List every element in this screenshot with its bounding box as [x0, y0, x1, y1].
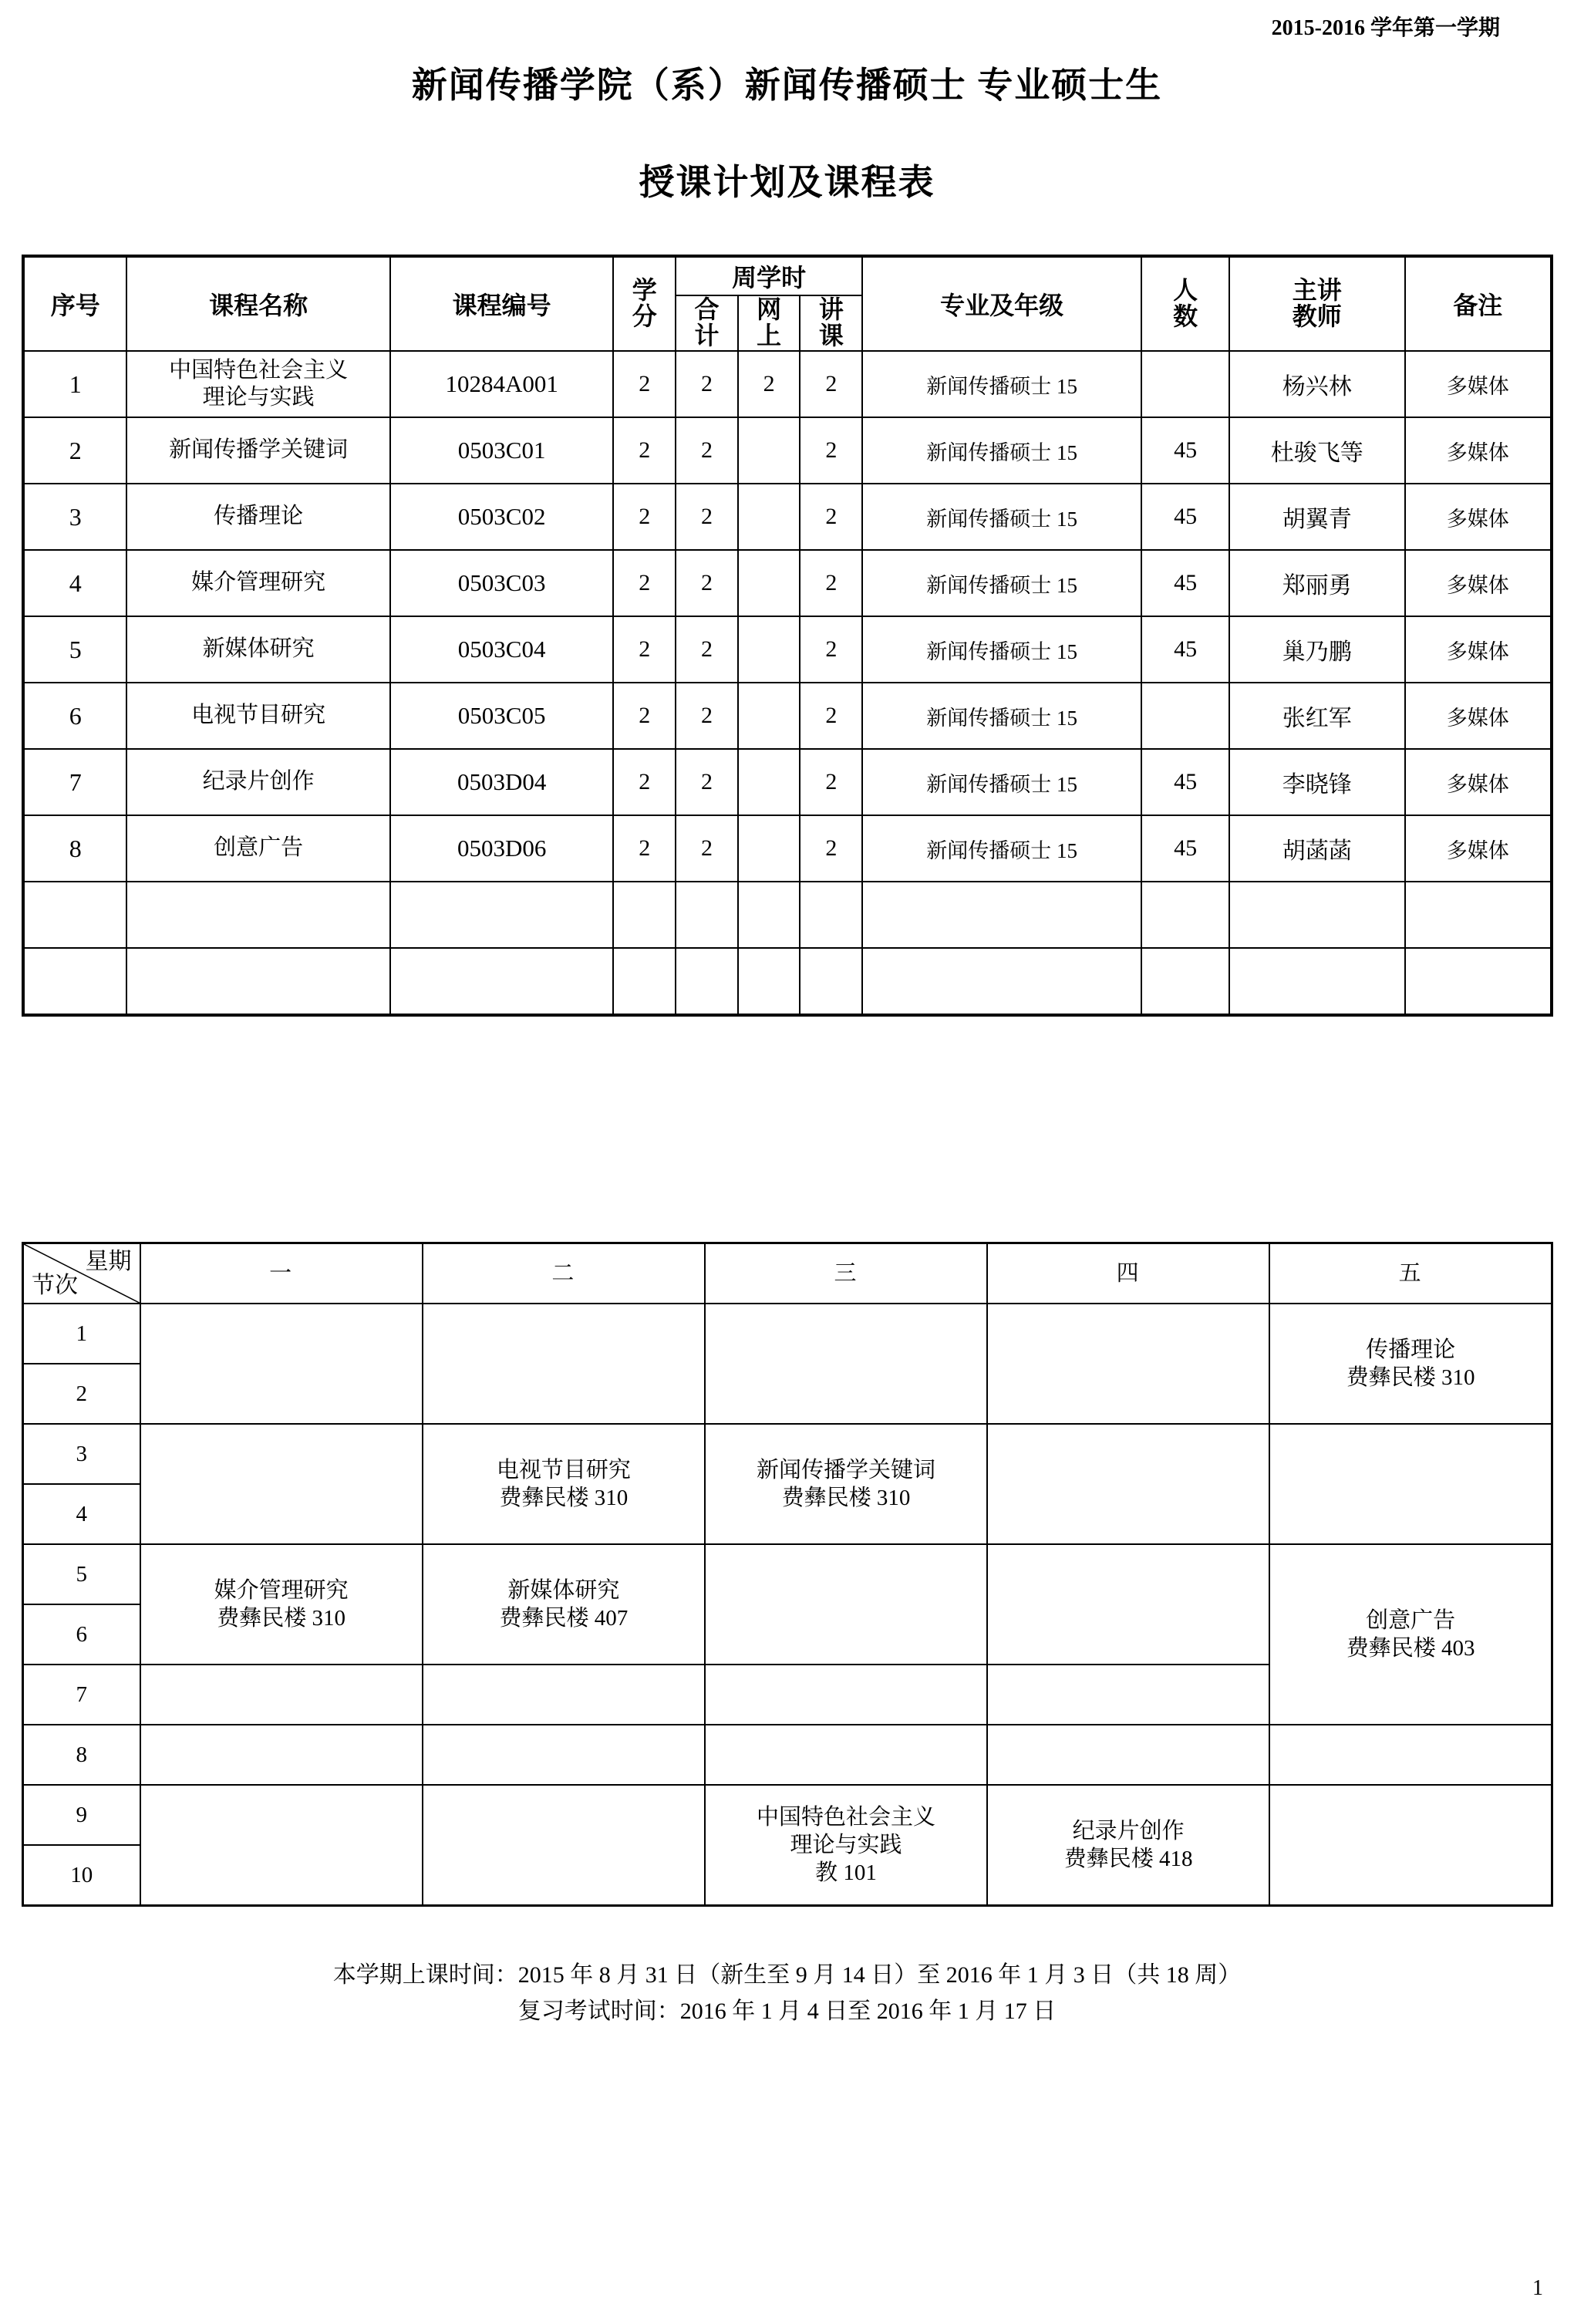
- schedule-cell-mon-9-10: [140, 1785, 423, 1906]
- cell-course-code: 0503D06: [390, 815, 614, 882]
- cell-online: [738, 550, 800, 616]
- cell-empty: [676, 948, 738, 1015]
- entry-room: 费彝民楼 310: [1346, 1365, 1475, 1390]
- schedule-cell-tue-9-10: [423, 1785, 705, 1906]
- table-row: [23, 815, 1552, 882]
- entry-room: 费彝民楼 310: [499, 1486, 629, 1510]
- cell-count: 45: [1141, 417, 1229, 484]
- cell-credit: 2: [613, 616, 676, 683]
- cell-count: 45: [1141, 815, 1229, 882]
- table-row: [23, 683, 1552, 749]
- course-table-header-row: [23, 256, 1552, 295]
- schedule-cell-fri-1-2: [1269, 1304, 1552, 1424]
- cell-count: 45: [1141, 550, 1229, 616]
- entry-room: 费彝民楼 310: [217, 1606, 346, 1631]
- cell-lecture: 2: [800, 815, 862, 882]
- th-weekly-hours: 周学时: [676, 256, 862, 295]
- table-row: [23, 616, 1552, 683]
- cell-major: 新闻传播硕士 15: [862, 550, 1141, 616]
- cell-teacher: 巢乃鹏: [1229, 616, 1405, 683]
- th-lecture-char2: 课: [818, 322, 844, 349]
- cell-remark: 多媒体: [1405, 815, 1552, 882]
- schedule-row-3: [23, 1424, 1552, 1484]
- schedule-cell-tue-1-2: [423, 1304, 705, 1424]
- cell-course-name: 创意广告: [126, 815, 389, 882]
- page-title-line1: 新闻传播学院（系）新闻传播硕士 专业硕士生: [411, 66, 1163, 105]
- cell-empty: [23, 948, 126, 1015]
- course-table: [22, 255, 1553, 1017]
- page-number: 1: [1532, 2276, 1543, 2300]
- cell-major: 新闻传播硕士 15: [862, 683, 1141, 749]
- entry-title: 电视节目研究: [496, 1457, 631, 1482]
- cell-credit: 2: [613, 683, 676, 749]
- cell-lecture: 2: [800, 616, 862, 683]
- cell-empty: [1229, 948, 1405, 1015]
- cell-total: 2: [676, 815, 738, 882]
- cell-remark: 多媒体: [1405, 351, 1552, 417]
- cell-total: 2: [676, 749, 738, 815]
- cell-online: [738, 683, 800, 749]
- entry-title: 纪录片创作: [1072, 1818, 1185, 1843]
- schedule-header-row: [23, 1243, 1552, 1304]
- schedule-cell-thu-1-2: [987, 1304, 1269, 1424]
- th-course-code: 课程编号: [390, 256, 614, 351]
- schedule-cell-thu-9-10: [987, 1785, 1269, 1906]
- th-teacher: [1229, 256, 1405, 351]
- cell-course-name: 新媒体研究: [126, 616, 389, 683]
- schedule-cell-wed-8: [705, 1725, 987, 1785]
- cell-empty: [1405, 882, 1552, 948]
- period-label-8: 8: [23, 1725, 140, 1785]
- th-index: 序号: [23, 256, 126, 351]
- cell-empty: [862, 882, 1141, 948]
- cell-empty: [1405, 948, 1552, 1015]
- table-row: [23, 749, 1552, 815]
- cell-online: [738, 484, 800, 550]
- schedule-day-mon: 一: [140, 1243, 423, 1304]
- table-row: [23, 484, 1552, 550]
- schedule-cell-wed-7: [705, 1665, 987, 1725]
- cell-teacher: 胡菡菡: [1229, 815, 1405, 882]
- th-online-char2: 上: [757, 322, 782, 349]
- cell-total: 2: [676, 484, 738, 550]
- cell-total: 2: [676, 351, 738, 417]
- cell-online: [738, 417, 800, 484]
- th-headcount-char2: 数: [1173, 302, 1198, 330]
- cell-teacher: 杨兴林: [1229, 351, 1405, 417]
- cell-remark: 多媒体: [1405, 417, 1552, 484]
- period-label-6: 6: [23, 1604, 140, 1665]
- cell-credit: 2: [613, 351, 676, 417]
- cell-lecture: 2: [800, 484, 862, 550]
- term-label: 2015-2016 学年第一学期: [1271, 16, 1500, 40]
- cell-empty: [390, 882, 614, 948]
- cell-index: 1: [23, 351, 126, 417]
- schedule-cell-thu-5-6: [987, 1544, 1269, 1665]
- entry-room: 费彝民楼 407: [499, 1606, 629, 1631]
- entry-title: 新媒体研究: [507, 1577, 620, 1603]
- schedule-cell-mon-1-2: [140, 1304, 423, 1424]
- th-headcount: [1141, 256, 1229, 351]
- entry-title-line2: 理论与实践: [790, 1832, 902, 1857]
- table-row: [23, 351, 1552, 417]
- footer-term-dates: 本学期上课时间：2015 年 8 月 31 日（新生至 9 月 14 日）至 2016 年 1 月 3 日（共 18 周）: [332, 1962, 1242, 1988]
- cell-index: 7: [23, 749, 126, 815]
- course-name-line2: 理论与实践: [202, 385, 315, 410]
- period-label-2: 2: [23, 1364, 140, 1424]
- page-title-line2: 授课计划及课程表: [639, 163, 935, 202]
- cell-total: 2: [676, 683, 738, 749]
- schedule-cell-fri-9-10: [1269, 1785, 1552, 1906]
- footer-notes: [0, 1958, 1574, 2029]
- cell-lecture: 2: [800, 351, 862, 417]
- cell-course-name: 传播理论: [126, 484, 389, 550]
- th-headcount-char1: 人: [1173, 276, 1198, 305]
- table-row-empty: [23, 948, 1552, 1015]
- schedule-cell-tue-7: [423, 1665, 705, 1725]
- entry-room: 费彝民楼 403: [1346, 1636, 1475, 1661]
- cell-online: [738, 815, 800, 882]
- table-row: [23, 550, 1552, 616]
- period-label-4: 4: [23, 1484, 140, 1544]
- th-major-grade: 专业及年级: [862, 256, 1141, 351]
- cell-teacher: 张红军: [1229, 683, 1405, 749]
- cell-course-name: 新闻传播学关键词: [126, 417, 389, 484]
- entry-room: 教 101: [815, 1860, 877, 1886]
- entry-title: 传播理论: [1366, 1337, 1456, 1362]
- cell-course-code: 0503C01: [390, 417, 614, 484]
- cell-credit: 2: [613, 484, 676, 550]
- cell-course-name: 电视节目研究: [126, 683, 389, 749]
- entry-title-line1: 中国特色社会主义: [756, 1804, 935, 1830]
- cell-empty: [676, 882, 738, 948]
- schedule-cell-fri-5-7: [1269, 1544, 1552, 1725]
- cell-count: [1141, 683, 1229, 749]
- cell-empty: [23, 882, 126, 948]
- schedule-cell-wed-5-6: [705, 1544, 987, 1665]
- th-lecture-char1: 讲: [818, 295, 844, 324]
- cell-lecture: 2: [800, 417, 862, 484]
- cell-index: 8: [23, 815, 126, 882]
- cell-empty: [613, 948, 676, 1015]
- cell-remark: 多媒体: [1405, 749, 1552, 815]
- cell-lecture: 2: [800, 683, 862, 749]
- entry-room: 费彝民楼 418: [1063, 1847, 1193, 1871]
- th-online: [738, 295, 800, 351]
- period-label-1: 1: [23, 1304, 140, 1364]
- period-label-10: 10: [23, 1845, 140, 1906]
- th-teacher-line1: 主讲: [1292, 276, 1342, 305]
- cell-major: 新闻传播硕士 15: [862, 749, 1141, 815]
- cell-index: 5: [23, 616, 126, 683]
- cell-index: 3: [23, 484, 126, 550]
- cell-empty: [800, 948, 862, 1015]
- cell-total: 2: [676, 550, 738, 616]
- cell-remark: 多媒体: [1405, 550, 1552, 616]
- schedule-day-wed: 三: [705, 1243, 987, 1304]
- cell-course-code: 0503C03: [390, 550, 614, 616]
- cell-total: 2: [676, 417, 738, 484]
- cell-empty: [613, 882, 676, 948]
- period-label-3: 3: [23, 1424, 140, 1484]
- schedule-cell-thu-7: [987, 1665, 1269, 1725]
- schedule-cell-tue-8: [423, 1725, 705, 1785]
- cell-empty: [738, 948, 800, 1015]
- cell-teacher: 杜骏飞等: [1229, 417, 1405, 484]
- cell-count: [1141, 351, 1229, 417]
- th-credit-char1: 学: [632, 276, 657, 305]
- th-total-char2: 计: [694, 322, 720, 349]
- cell-lecture: 2: [800, 550, 862, 616]
- schedule-cell-thu-8: [987, 1725, 1269, 1785]
- period-label-9: 9: [23, 1785, 140, 1845]
- cell-major: 新闻传播硕士 15: [862, 417, 1141, 484]
- schedule-row-5: [23, 1544, 1552, 1604]
- weekly-schedule-container: [22, 1242, 1553, 1907]
- schedule-cell-tue-3-4: [423, 1424, 705, 1544]
- th-lecture: [800, 295, 862, 351]
- weekly-schedule-table: [22, 1242, 1553, 1907]
- cell-major: 新闻传播硕士 15: [862, 616, 1141, 683]
- th-total-char1: 合: [694, 295, 720, 324]
- cell-online: [738, 749, 800, 815]
- th-online-char1: 网: [757, 295, 782, 324]
- schedule-cell-tue-5-6: [423, 1544, 705, 1665]
- schedule-day-fri: 五: [1269, 1243, 1552, 1304]
- course-name-line1: 中国特色社会主义: [169, 357, 349, 383]
- cell-teacher: 李晓锋: [1229, 749, 1405, 815]
- cell-empty: [1229, 882, 1405, 948]
- cell-course-code: 10284A001: [390, 351, 614, 417]
- cell-empty: [126, 948, 389, 1015]
- cell-empty: [1141, 948, 1229, 1015]
- schedule-cell-wed-9-10: [705, 1785, 987, 1906]
- cell-empty: [862, 948, 1141, 1015]
- table-row: [23, 417, 1552, 484]
- cell-empty: [1141, 882, 1229, 948]
- schedule-day-tue: 二: [423, 1243, 705, 1304]
- th-credit-char2: 分: [632, 302, 657, 330]
- cell-course-name: [126, 351, 389, 417]
- cell-teacher: 胡翼青: [1229, 484, 1405, 550]
- cell-total: 2: [676, 616, 738, 683]
- course-table-body: [23, 351, 1552, 1015]
- cell-remark: 多媒体: [1405, 484, 1552, 550]
- cell-course-name: 媒介管理研究: [126, 550, 389, 616]
- entry-room: 费彝民楼 310: [781, 1486, 911, 1510]
- cell-index: 6: [23, 683, 126, 749]
- cell-index: 4: [23, 550, 126, 616]
- cell-remark: 多媒体: [1405, 616, 1552, 683]
- schedule-cell-wed-3-4: [705, 1424, 987, 1544]
- cell-lecture: 2: [800, 749, 862, 815]
- cell-empty: [390, 948, 614, 1015]
- cell-major: 新闻传播硕士 15: [862, 484, 1141, 550]
- cell-major: 新闻传播硕士 15: [862, 815, 1141, 882]
- cell-teacher: 郑丽勇: [1229, 550, 1405, 616]
- schedule-cell-mon-3-4: [140, 1424, 423, 1544]
- cell-course-name: 纪录片创作: [126, 749, 389, 815]
- cell-course-code: 0503C04: [390, 616, 614, 683]
- period-label-7: 7: [23, 1665, 140, 1725]
- schedule-cell-fri-3-4: [1269, 1424, 1552, 1544]
- table-row-empty: [23, 882, 1552, 948]
- th-remark: 备注: [1405, 256, 1552, 351]
- th-total: [676, 295, 738, 351]
- schedule-cell-mon-5-6: [140, 1544, 423, 1665]
- cell-count: 45: [1141, 484, 1229, 550]
- schedule-corner-cell: [23, 1243, 140, 1304]
- cell-empty: [738, 882, 800, 948]
- cell-online: 2: [738, 351, 800, 417]
- period-label-5: 5: [23, 1544, 140, 1604]
- th-credit: [613, 256, 676, 351]
- cell-credit: 2: [613, 749, 676, 815]
- cell-online: [738, 616, 800, 683]
- cell-remark: 多媒体: [1405, 683, 1552, 749]
- schedule-cell-mon-8: [140, 1725, 423, 1785]
- cell-credit: 2: [613, 550, 676, 616]
- cell-count: 45: [1141, 616, 1229, 683]
- corner-week-label: 星期: [85, 1249, 132, 1274]
- cell-index: 2: [23, 417, 126, 484]
- corner-period-label: 节次: [32, 1272, 78, 1298]
- cell-credit: 2: [613, 815, 676, 882]
- footer-exam-dates: 复习考试时间：2016 年 1 月 4 日至 2016 年 1 月 17 日: [517, 1998, 1057, 2024]
- th-teacher-line2: 教师: [1292, 302, 1342, 330]
- schedule-cell-fri-8: [1269, 1725, 1552, 1785]
- schedule-day-thu: 四: [987, 1243, 1269, 1304]
- schedule-cell-mon-7: [140, 1665, 423, 1725]
- schedule-row-9: [23, 1785, 1552, 1845]
- entry-title: 媒介管理研究: [214, 1577, 349, 1603]
- cell-empty: [800, 882, 862, 948]
- schedule-cell-wed-1-2: [705, 1304, 987, 1424]
- schedule-cell-thu-3-4: [987, 1424, 1269, 1544]
- cell-major: 新闻传播硕士 15: [862, 351, 1141, 417]
- course-table-container: [22, 255, 1553, 1017]
- cell-empty: [126, 882, 389, 948]
- entry-title: 新闻传播学关键词: [756, 1457, 935, 1482]
- cell-count: 45: [1141, 749, 1229, 815]
- schedule-row-1: [23, 1304, 1552, 1364]
- entry-title: 创意广告: [1366, 1607, 1456, 1633]
- schedule-row-8: [23, 1725, 1552, 1785]
- cell-course-code: 0503D04: [390, 749, 614, 815]
- cell-course-code: 0503C02: [390, 484, 614, 550]
- cell-course-code: 0503C05: [390, 683, 614, 749]
- th-course-name: 课程名称: [126, 256, 389, 351]
- cell-credit: 2: [613, 417, 676, 484]
